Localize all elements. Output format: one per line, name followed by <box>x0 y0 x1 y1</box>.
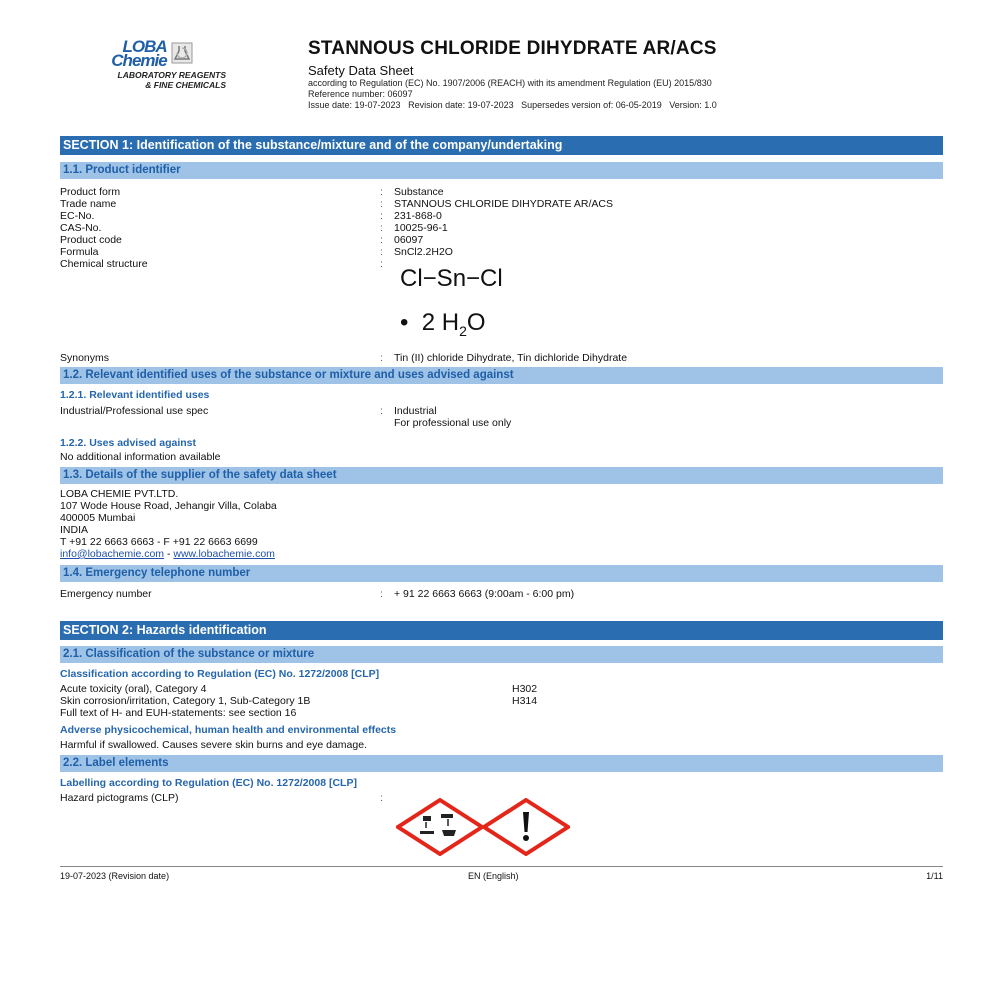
colon: : <box>380 198 383 210</box>
section2-heading: SECTION 2: Hazards identification <box>60 621 943 640</box>
product-identifier-row <box>60 246 943 258</box>
page-footer <box>60 866 943 881</box>
section-1-1-heading: 1.1. Product identifier <box>60 162 943 179</box>
product-identifier-row <box>60 198 943 210</box>
flask-logo-icon <box>171 42 193 64</box>
clp-labelling-heading: Labelling according to Regulation (EC) No. 1272/2008 [CLP] <box>60 776 357 789</box>
chemical-structure-line2 <box>400 308 943 346</box>
supplier-line: T +91 22 6663 6663 - F +91 22 6663 6699 <box>60 535 258 548</box>
row-label: CAS-No. <box>60 222 102 234</box>
email-link[interactable]: info@lobachemie.com <box>60 547 165 560</box>
colon: : <box>380 186 383 198</box>
colon: : <box>380 791 383 804</box>
hazard-class: Acute toxicity (oral), Category 4 <box>60 682 207 695</box>
section1-heading: SECTION 1: Identification of the substance/mixture and of the company/undertaking <box>60 136 943 155</box>
hazard-pictograms <box>396 798 943 856</box>
hazard-code: H302 <box>512 682 538 695</box>
document-subtitle: Safety Data Sheet <box>308 63 414 78</box>
hazard-row <box>60 683 943 695</box>
issue-dates: Issue date: 19-07-2023 Revision date: 19-07-2023 Supersedes version of: 06-05-2019 Version: 1.0 <box>308 100 717 110</box>
row-value: Substance <box>394 186 444 198</box>
product-identifier-row <box>60 234 943 246</box>
emergency-value: + 91 22 6663 6663 (9:00am - 6:00 pm) <box>394 587 575 600</box>
hazard-row <box>60 695 943 707</box>
hazard-classification-list <box>60 683 943 707</box>
section-2-2-heading: 2.2. Label elements <box>60 755 943 772</box>
exclamation-pictogram-icon <box>482 798 570 856</box>
clp-classification-heading: Classification according to Regulation (EC) No. 1272/2008 [CLP] <box>60 667 380 680</box>
row-label: Formula <box>60 246 99 258</box>
row-label: Chemical structure <box>60 258 148 270</box>
row-value: STANNOUS CHLORIDE DIHYDRATE AR/ACS <box>394 198 613 210</box>
supplier-line: 400005 Mumbai <box>60 511 136 524</box>
section-1-4-heading: 1.4. Emergency telephone number <box>60 565 943 582</box>
use-row <box>60 405 943 429</box>
pictograms-label: Hazard pictograms (CLP) <box>60 791 179 804</box>
product-identifier-table <box>60 186 943 270</box>
section-1-2-2-heading: 1.2.2. Uses advised against <box>60 436 196 449</box>
use-label: Industrial/Professional use spec <box>60 404 209 417</box>
row-value: SnCl2.2H2O <box>394 246 453 258</box>
supplier-line: 107 Wode House Road, Jehangir Villa, Colaba <box>60 499 277 512</box>
footer-language: EN (English) <box>468 871 519 881</box>
use-value-1: Industrial <box>394 404 437 417</box>
hazard-class: Skin corrosion/irritation, Category 1, Sub-Category 1B <box>60 694 311 707</box>
synonyms-value: Tin (II) chloride Dihydrate, Tin dichloride Dihydrate <box>394 351 628 364</box>
document-body <box>60 136 943 856</box>
use-value-2: For professional use only <box>394 416 512 429</box>
supplier-line: LOBA CHEMIE PVT.LTD. <box>60 487 179 500</box>
emergency-row <box>60 588 943 600</box>
colon: : <box>380 246 383 258</box>
row-value: 10025-96-1 <box>394 222 448 234</box>
row-label: Product code <box>60 234 122 246</box>
row-label: Trade name <box>60 198 117 210</box>
colon: : <box>380 587 383 600</box>
colon: : <box>380 234 383 246</box>
company-logo <box>72 37 232 90</box>
full-text-note: Full text of H- and EUH-statements: see section 16 <box>60 706 297 719</box>
link-separator: - <box>164 547 174 560</box>
reference-number: Reference number: 06097 <box>308 89 413 99</box>
row-label: Product form <box>60 186 121 198</box>
section-1-2-1-heading: 1.2.1. Relevant identified uses <box>60 388 210 401</box>
synonyms-row <box>60 352 943 364</box>
website-link[interactable]: www.lobachemie.com <box>173 547 275 560</box>
product-identifier-row <box>60 210 943 222</box>
colon: : <box>380 222 383 234</box>
product-identifier-row <box>60 222 943 234</box>
section-1-3-heading: 1.3. Details of the supplier of the safety data sheet <box>60 467 943 484</box>
supplier-line: INDIA <box>60 523 89 536</box>
footer-revision-date: 19-07-2023 (Revision date) <box>60 871 170 881</box>
section-2-1-heading: 2.1. Classification of the substance or mixture <box>60 646 943 663</box>
emergency-label: Emergency number <box>60 587 152 600</box>
row-value: 231-868-0 <box>394 210 442 222</box>
logo-line1: LOBA <box>122 37 167 56</box>
document-header <box>308 38 948 111</box>
logo-tagline1: LABORATORY REAGENTS <box>117 70 226 80</box>
footer-page-number: 1/11 <box>926 871 943 881</box>
colon: : <box>380 210 383 222</box>
logo-wordmark <box>72 37 232 70</box>
colon: : <box>380 404 383 417</box>
structure-subscript: 2 <box>459 322 467 339</box>
product-identifier-row <box>60 186 943 198</box>
supplier-contact-links <box>60 548 943 560</box>
adverse-effects-text: Harmful if swallowed. Causes severe skin burns and eye damage. <box>60 738 367 751</box>
row-value: 06097 <box>394 234 424 246</box>
no-info-text: No additional information available <box>60 450 221 463</box>
synonyms-label: Synonyms <box>60 351 110 364</box>
colon: : <box>380 258 383 270</box>
corrosion-pictogram-icon <box>396 798 484 856</box>
section-1-2-heading: 1.2. Relevant identified uses of the substance or mixture and uses advised against <box>60 367 943 384</box>
document-title: STANNOUS CHLORIDE DIHYDRATE AR/ACS <box>308 38 717 59</box>
structure-hydrate: • 2 H <box>400 309 460 336</box>
logo-tagline2: & FINE CHEMICALS <box>145 80 226 90</box>
supplier-address <box>60 488 943 548</box>
colon: : <box>380 351 383 364</box>
structure-oxygen: O <box>466 309 486 336</box>
regulation-note: according to Regulation (EC) No. 1907/2006 (REACH) with its amendment Regulation (EU) 2015/830 <box>308 78 712 88</box>
adverse-effects-heading: Adverse physicochemical, human health and environmental effects <box>60 723 397 736</box>
chemical-structure-line1: Cl−Sn−Cl <box>400 265 503 292</box>
logo-line2: Chemie <box>111 51 167 70</box>
row-label: EC-No. <box>60 210 95 222</box>
hazard-code: H314 <box>512 694 538 707</box>
